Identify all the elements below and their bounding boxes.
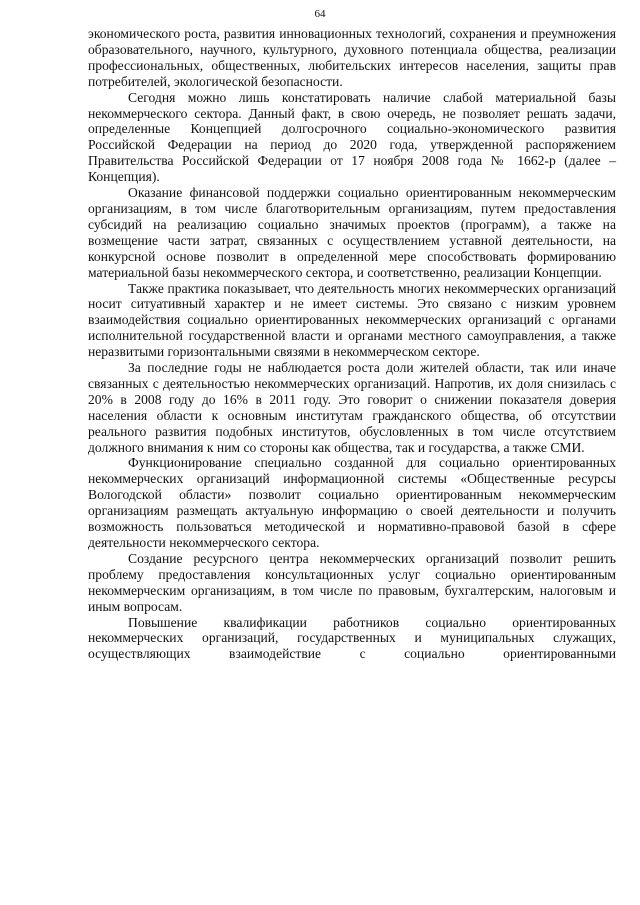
paragraph: Сегодня можно лишь констатировать наличие слабой материальной базы некоммерческого сектора. Данный факт, в свою очередь, не позволяет решать задачи, определенные Концепцией долгосрочного социально-экономического развития Российской Федерации на период до 2020 года, утвержденной распоряжением Правительства Российской Федерации от 17 ноября 2008 года № 1662-р (далее – Концепция). [88,89,616,185]
document-body [88,26,616,662]
page-number: 64 [314,8,326,20]
paragraph: Повышение квалификации работников социально ориентированных некоммерческих организаций, государственных и муниципальных служащих, осуществляющих взаимодействие с социально ориентированными [88,614,616,662]
paragraph: экономического роста, развития инновационных технологий, сохранения и преумножения образовательного, научного, культурного, духовного потенциала общества, реализации профессиональных, общественных, любительских интересов населения, защиты прав потребителей, экологической безопасности. [88,26,616,89]
paragraph: Функционирование специально созданной для социально ориентированных некоммерческих организаций информационной системы «Общественные ресурсы Вологодской области» позволит социально ориентированным некоммерческим организациям размещать актуальную информацию о своей деятельности и получить возможность пользоваться методической и нормативно-правовой базой в сфере деятельности некоммерческого сектора. [88,455,616,550]
paragraph: За последние годы не наблюдается роста доли жителей области, так или иначе связанных с деятельностью некоммерческих организаций. Напротив, их доля снизилась с 20% в 2008 году до 16% в 2011 году. Это говорит о снижении показателя доверия населения области к основным институтам гражданского общества, об отсутствии реального развития подобных институтов, обусловленных в том числе отсутствием должного внимания к ним со стороны как общества, так и государства, а также СМИ. [88,360,616,455]
paragraph: Также практика показывает, что деятельность многих некоммерческих организаций носит ситуативный характер и не имеет системы. Это связано с низким уровнем взаимодействия социально ориентированных некоммерческих организаций с органами исполнительной государственной власти и органами местного самоуправления, а также неразвитыми горизонтальными связями в некоммерческом секторе. [88,280,616,360]
paragraph: Создание ресурсного центра некоммерческих организаций позволит решить проблему предоставления консультационных услуг социально ориентированным некоммерческим организациям, в том числе по правовым, бухгалтерским, налоговым и иным вопросам. [88,550,616,614]
paragraph: Оказание финансовой поддержки социально ориентированным некоммерческим организациям, в том числе благотворительным организациям, путем предоставления субсидий на реализацию социально значимых проектов (программ), а также на возмещение части затрат, связанных с осуществлением уставной деятельности, на конкурсной основе позволит в определенной мере способствовать формированию материальной базы некоммерческого сектора, и соответственно, реализации Концепции. [88,185,616,280]
